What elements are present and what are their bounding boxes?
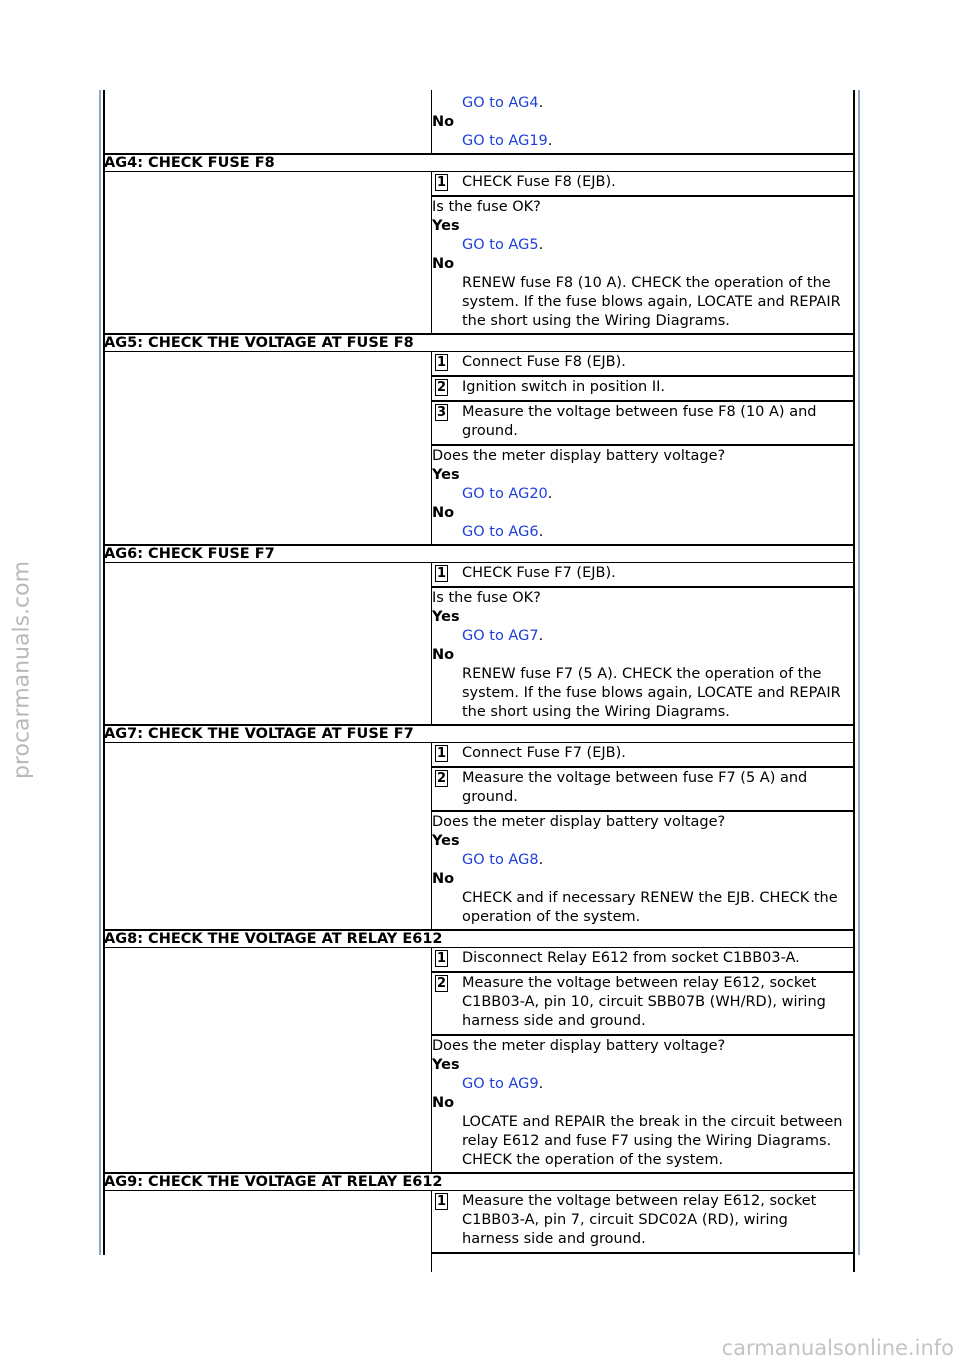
step-number: 1 [436, 746, 447, 761]
question-block: Does the meter display battery voltage? Yes GO to AG9. No LOCATE and REPAIR the break in the circuit between relay E612 and fuse F7 using the Wiring Diagrams. CHECK the operation of the system. [432, 1034, 853, 1172]
goto-ag5-link[interactable]: GO to AG5 [462, 237, 539, 253]
no-action-text: RENEW fuse F8 (10 A). CHECK the operation of the system. If the fuse blows again, LOCATE and REPAIR the short using the Wiring Diagrams. [462, 275, 841, 329]
step-text: CHECK Fuse F8 (EJB). [462, 174, 616, 190]
step-text: Measure the voltage between fuse F8 (10 A) and ground. [462, 404, 817, 439]
step-number: 1 [436, 175, 447, 190]
diagnostic-table [104, 90, 855, 1272]
yes-label: Yes [432, 609, 460, 625]
section-header-ag9: AG9: CHECK THE VOLTAGE AT RELAY E612 [104, 1172, 855, 1191]
step-text: Measure the voltage between fuse F7 (5 A) and ground. [462, 770, 808, 805]
question-text: Is the fuse OK? [432, 590, 541, 606]
no-label: No [432, 256, 455, 272]
no-action-text: RENEW fuse F7 (5 A). CHECK the operation of the system. If the fuse blows again, LOCATE and REPAIR the short using the Wiring Diagrams. [462, 666, 841, 720]
step-number: 1 [436, 951, 447, 966]
question-text: Does the meter display battery voltage? [432, 814, 726, 830]
no-label: No [432, 114, 455, 130]
watermark-left: procarmanuals.com [9, 560, 35, 780]
no-label: No [432, 647, 455, 663]
step-number: 1 [436, 355, 447, 370]
step-text: Connect Fuse F7 (EJB). [462, 745, 626, 761]
step-row [432, 375, 853, 400]
step-text: Measure the voltage between relay E612, socket C1BB03-A, pin 10, circuit SBB07B (WH/RD), wiring harness side and ground. [462, 975, 826, 1029]
step-text: Ignition switch in position II. [462, 379, 666, 395]
question-block: Is the fuse OK? Yes GO to AG7. No RENEW fuse F7 (5 A). CHECK the operation of the system. If the fuse blows again, LOCATE and REPAIR the short using the Wiring Diagrams. [432, 586, 853, 724]
step-text: Connect Fuse F8 (EJB). [462, 354, 626, 370]
goto-ag9-link[interactable]: GO to AG9 [462, 1076, 539, 1092]
no-label: No [432, 1095, 455, 1111]
no-label: No [432, 505, 455, 521]
step-row [432, 766, 853, 810]
step-number: 1 [436, 566, 447, 581]
question-text: Is the fuse OK? [432, 199, 541, 215]
section-ag4 [104, 172, 855, 333]
section-ag9 [104, 1191, 855, 1272]
step-row [432, 172, 853, 195]
section-ag8 [104, 948, 855, 1172]
step-text: CHECK Fuse F7 (EJB). [462, 565, 616, 581]
continuation-block: GO to AG4. No GO to AG19. [104, 90, 855, 153]
step-number: 2 [436, 976, 447, 991]
step-number: 3 [436, 405, 447, 420]
section-header-ag6: AG6: CHECK FUSE F7 [104, 544, 855, 563]
goto-ag7-link[interactable]: GO to AG7 [462, 628, 539, 644]
goto-ag20-link[interactable]: GO to AG20 [462, 486, 548, 502]
yes-label: Yes [432, 1057, 460, 1073]
goto-ag4-link[interactable]: GO to AG4 [462, 95, 539, 111]
no-label: No [432, 871, 455, 887]
step-row [432, 1191, 853, 1252]
step-number: 2 [436, 771, 447, 786]
step-row [432, 352, 853, 375]
section-header-ag8: AG8: CHECK THE VOLTAGE AT RELAY E612 [104, 929, 855, 948]
step-number: 1 [436, 1194, 447, 1209]
no-action-text: CHECK and if necessary RENEW the EJB. CHECK the operation of the system. [462, 890, 838, 925]
question-text: Does the meter display battery voltage? [432, 448, 726, 464]
no-action-text: LOCATE and REPAIR the break in the circuit between relay E612 and fuse F7 using the Wiring Diagrams. CHECK the operation of the system. [462, 1114, 843, 1168]
goto-ag19-link[interactable]: GO to AG19 [462, 133, 548, 149]
step-row [432, 971, 853, 1034]
yes-label: Yes [432, 218, 460, 234]
section-header-ag7: AG7: CHECK THE VOLTAGE AT FUSE F7 [104, 724, 855, 743]
step-row [432, 563, 853, 586]
step-row [432, 948, 853, 971]
goto-ag6-link[interactable]: GO to AG6 [462, 524, 539, 540]
section-header-ag4: AG4: CHECK FUSE F8 [104, 153, 855, 172]
empty-cell [432, 1252, 853, 1272]
yes-label: Yes [432, 467, 460, 483]
step-row [432, 400, 853, 444]
section-ag6 [104, 563, 855, 724]
question-text: Does the meter display battery voltage? [432, 1038, 726, 1054]
step-text: Measure the voltage between relay E612, socket C1BB03-A, pin 7, circuit SDC02A (RD), wiring harness side and ground. [462, 1193, 817, 1247]
step-row [432, 743, 853, 766]
section-ag5 [104, 352, 855, 544]
question-block: Is the fuse OK? Yes GO to AG5. No RENEW fuse F8 (10 A). CHECK the operation of the system. If the fuse blows again, LOCATE and REPAIR the short using the Wiring Diagrams. [432, 195, 853, 333]
step-text: Disconnect Relay E612 from socket C1BB03-A. [462, 950, 800, 966]
yes-label: Yes [432, 833, 460, 849]
question-block: Does the meter display battery voltage? Yes GO to AG8. No CHECK and if necessary RENEW the EJB. CHECK the operation of the system. [432, 810, 853, 929]
question-block: Does the meter display battery voltage? Yes GO to AG20. No GO to AG6. [432, 444, 853, 544]
section-ag7 [104, 743, 855, 929]
section-header-ag5: AG5: CHECK THE VOLTAGE AT FUSE F8 [104, 333, 855, 352]
watermark-bottom: carmanualsonline.info [721, 1336, 954, 1360]
step-number: 2 [436, 380, 447, 395]
goto-ag8-link[interactable]: GO to AG8 [462, 852, 539, 868]
